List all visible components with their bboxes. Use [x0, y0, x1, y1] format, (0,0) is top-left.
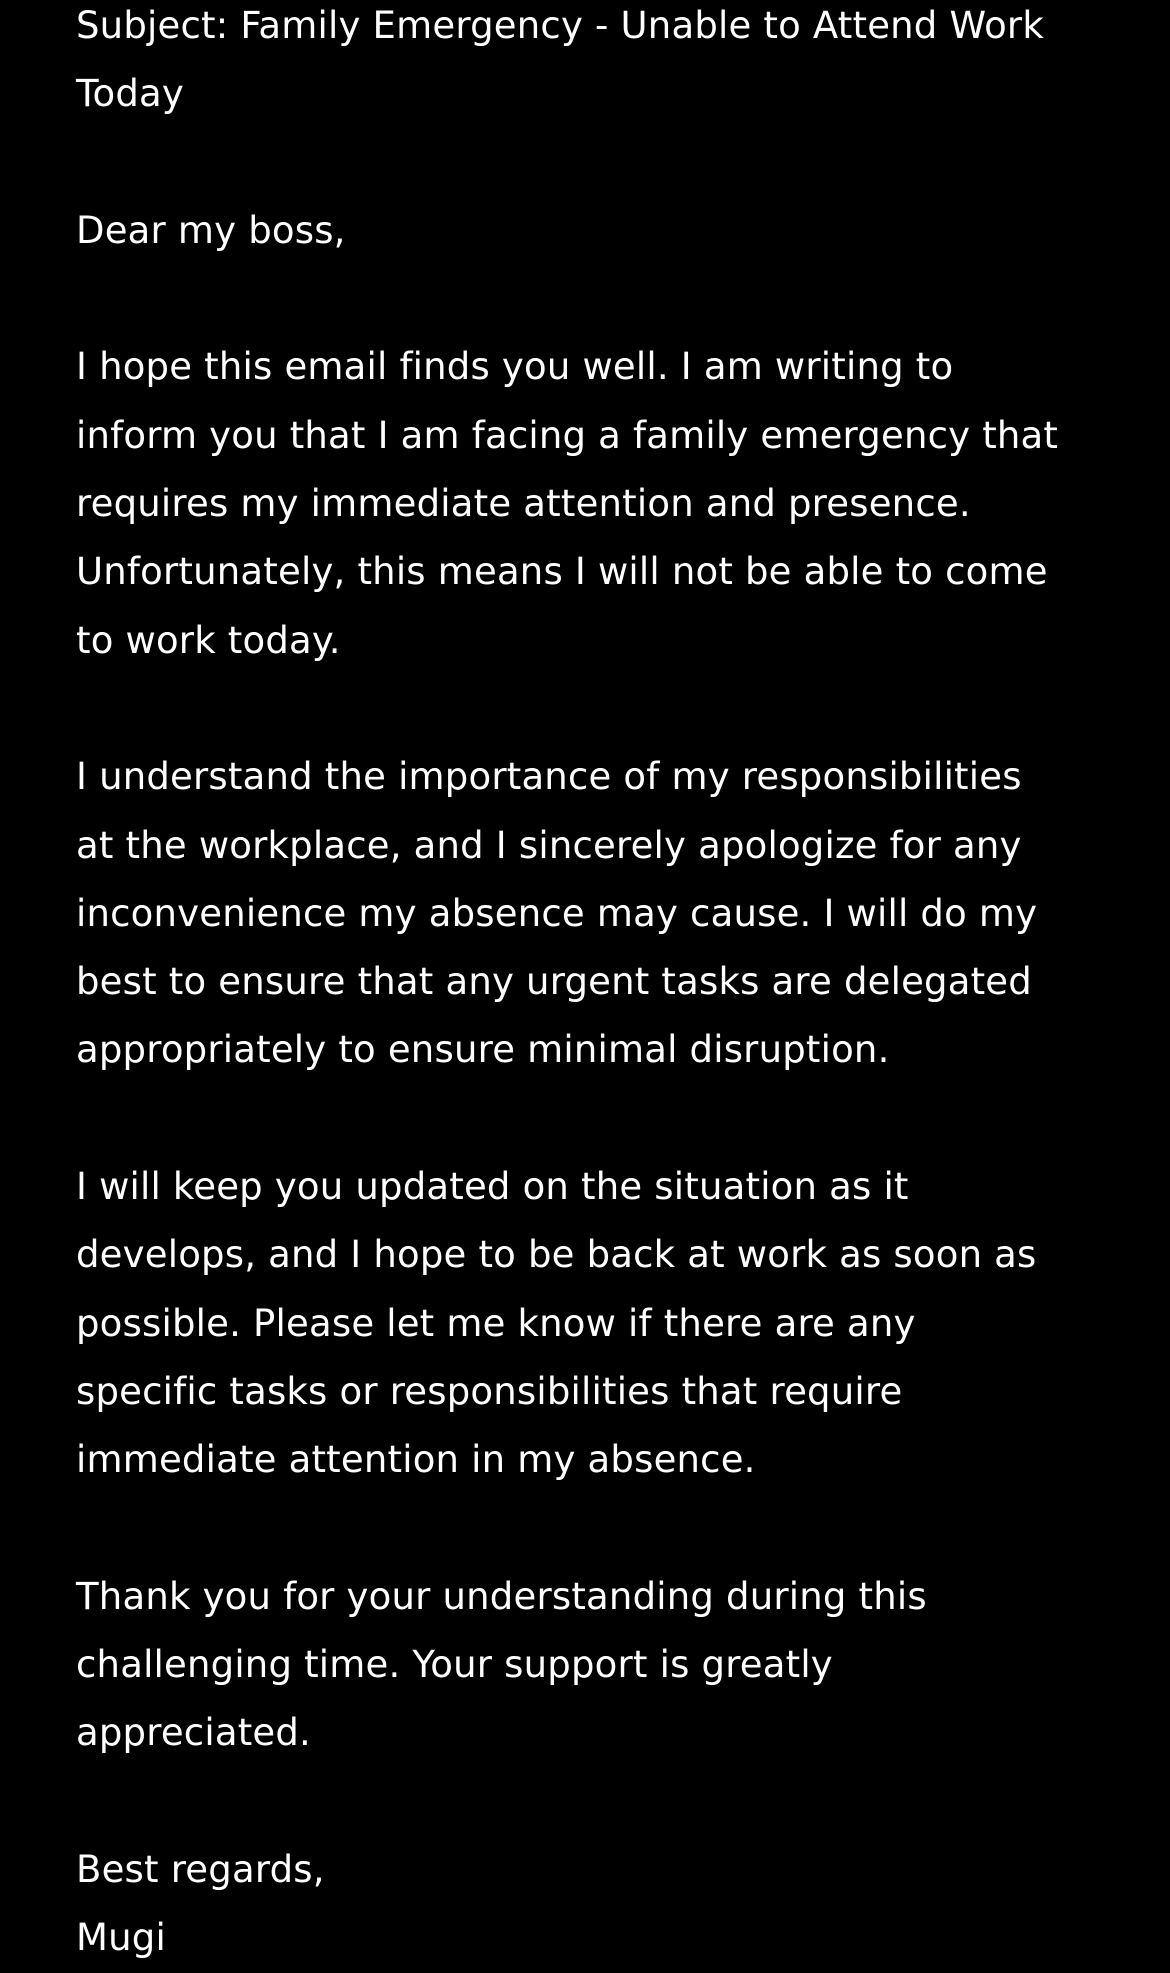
paragraph-line: I understand the importance of my responsibilities — [76, 755, 1022, 799]
email-signature: Mugi — [76, 1916, 166, 1960]
paragraph-line: develops, and I hope to be back at work as soon as — [76, 1233, 1037, 1277]
paragraph-line: inconvenience my absence may cause. I will do my — [76, 891, 1038, 935]
email-closing: Best regards, — [76, 1848, 325, 1892]
paragraph-line: challenging time. Your support is greatly — [76, 1643, 833, 1687]
paragraph-line: at the workplace, and I sincerely apologize for any — [76, 823, 1022, 867]
subject-line: Subject: Family Emergency - Unable to Attend Work — [76, 4, 1044, 47]
email-greeting: Dear my boss, — [76, 208, 346, 252]
spacer — [76, 1495, 1116, 1563]
email-body — [76, 0, 1116, 1973]
paragraph-line: Thank you for your understanding during this — [76, 1574, 927, 1618]
paragraph-line: best to ensure that any urgent tasks are delegated — [76, 960, 1032, 1004]
paragraph-line: inform you that I am facing a family emergency that — [76, 413, 1059, 457]
paragraph-line: appreciated. — [76, 1711, 312, 1755]
paragraph-line: immediate attention in my absence. — [76, 1438, 756, 1482]
spacer — [76, 129, 1116, 197]
paragraph-line: I will keep you updated on the situation as it — [76, 1165, 909, 1209]
email-paragraph-3 — [76, 1153, 1116, 1494]
paragraph-line: requires my immediate attention and presence. — [76, 482, 971, 526]
paragraph-line: specific tasks or responsibilities that require — [76, 1369, 903, 1413]
paragraph-line: appropriately to ensure minimal disruption. — [76, 1028, 890, 1072]
subject-line: Today — [76, 72, 185, 116]
spacer — [76, 675, 1116, 743]
email-paragraph-4 — [76, 1563, 1116, 1768]
email-subject — [76, 0, 1116, 129]
paragraph-line: Unfortunately, this means I will not be able to come — [76, 550, 1048, 594]
spacer — [76, 1085, 1116, 1153]
email-paragraph-1 — [76, 333, 1116, 674]
paragraph-line: to work today. — [76, 618, 341, 662]
spacer — [76, 265, 1116, 333]
paragraph-line: possible. Please let me know if there are any — [76, 1301, 916, 1345]
paragraph-line: I hope this email finds you well. I am writing to — [76, 345, 954, 389]
spacer — [76, 1768, 1116, 1836]
email-paragraph-2 — [76, 743, 1116, 1084]
